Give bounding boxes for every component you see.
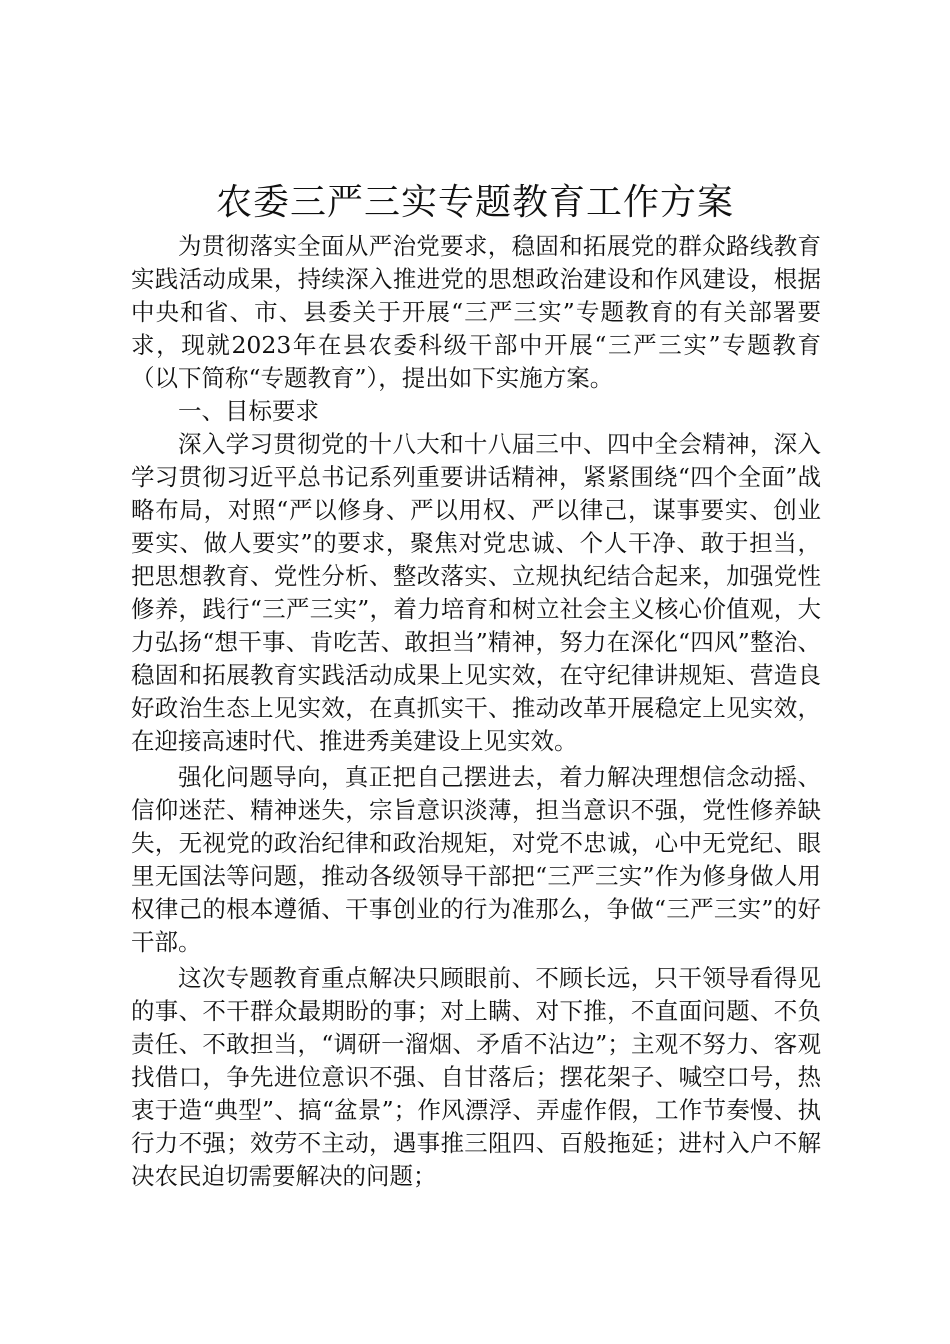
paragraph-problem-orientation: 强化问题导向，真正把自己摆进去，着力解决理想信念动摇、信仰迷茫、精神迷失，宗旨意识淡薄，担当意识不强，党性修养缺失，无视党的政治纪律和政治规矩，对党不忠诚，心中无党纪、眼里无国法等问题，推动各级领导干部把“三严三实”作为修身做人用权律己的根本遵循、干事创业的行为准那么，争做“三严三实”的好干部。	[131, 763, 821, 956]
paragraph-intro: 为贯彻落实全面从严治党要求，稳固和拓展党的群众路线教育实践活动成果，持续深入推进党的思想政治建设和作风建设，根据中央和省、市、县委关于开展“三严三实”专题教育的有关部署要求，现就2023年在县农委科级干部中开展“三严三实”专题教育（以下简称“专题教育”），提出如下实施方案。	[131, 232, 821, 392]
paragraph-key-issues: 这次专题教育重点解决只顾眼前、不顾长远，只干领导看得见的事、不干群众最期盼的事；对上瞒、对下推，不直面问题、不负责任、不敢担当，“调研一溜烟、矛盾不沾边”；主观不努力、客观找借口，争先进位意识不强、自甘落后；摆花架子、喊空口号，热衷于造“典型”、搞“盆景”；作风漂浮、弄虚作假，工作节奏慢、执行力不强；效劳不主动，遇事推三阻四、百般拖延；进村入户不解决农民迫切需要解决的问题；	[131, 964, 821, 1190]
document-body	[131, 230, 821, 1193]
paragraph-goals: 深入学习贯彻党的十八大和十八届三中、四中全会精神，深入学习贯彻习近平总书记系列重要讲话精神，紧紧围绕“四个全面”战略布局，对照“严以修身、严以用权、严以律己，谋事要实、创业要实、做人要实”的要求，聚焦对党忠诚、个人干净、敢于担当，把思想教育、党性分析、整改落实、立规执纪结合起来，加强党性修养，践行“三严三实”，着力培育和树立社会主义核心价值观，大力弘扬“想干事、肯吃苦、敢担当”精神，努力在深化“四风”整治、稳固和拓展教育实践活动成果上见实效，在守纪律讲规矩、营造良好政治生态上见实效，在真抓实干、推动改革开展稳定上见实效，在迎接高速时代、推进秀美建设上见实效。	[131, 430, 821, 755]
document-title: 农委三严三实专题教育工作方案	[215, 182, 734, 223]
section-heading-goals: 一、目标要求	[178, 397, 319, 425]
